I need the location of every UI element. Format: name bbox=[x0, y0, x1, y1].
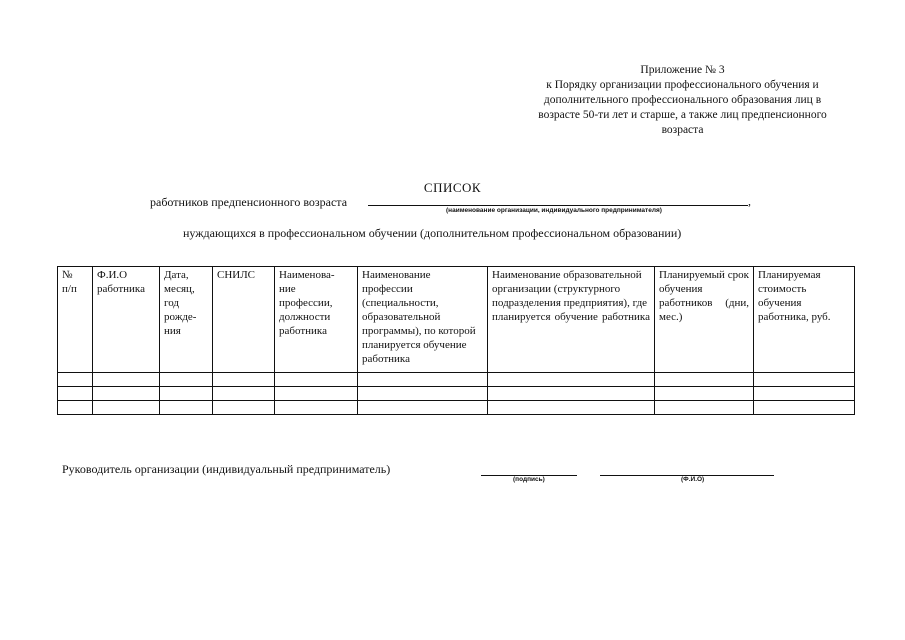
head-of-organization-label: Руководитель организации (индивидуальный предприниматель) bbox=[62, 462, 391, 476]
table-cell[interactable] bbox=[160, 401, 213, 415]
appendix-line: к Порядку организации профессионального обучения и bbox=[546, 79, 819, 91]
full-name-caption: (Ф.И.О) bbox=[681, 476, 705, 483]
signature-caption: (подпись) bbox=[513, 476, 545, 483]
table-cell[interactable] bbox=[93, 387, 160, 401]
table-header-row bbox=[58, 267, 855, 373]
appendix-block bbox=[505, 63, 860, 138]
signature-line[interactable] bbox=[481, 464, 577, 476]
table-cell[interactable] bbox=[93, 401, 160, 415]
table-cell[interactable] bbox=[160, 387, 213, 401]
header-birth-date: Дата, месяц, год рожде- ния bbox=[160, 267, 213, 373]
table-cell[interactable] bbox=[93, 373, 160, 387]
header-snils: СНИЛС bbox=[213, 267, 275, 373]
table-row bbox=[58, 373, 855, 387]
table-cell[interactable] bbox=[488, 387, 655, 401]
header-number: № п/п bbox=[58, 267, 93, 373]
table-cell[interactable] bbox=[754, 401, 855, 415]
table-cell[interactable] bbox=[213, 387, 275, 401]
table-cell[interactable] bbox=[655, 387, 754, 401]
organization-name-line[interactable] bbox=[368, 193, 748, 206]
header-full-name: Ф.И.О работника bbox=[93, 267, 160, 373]
workers-label: работников предпенсионного возраста bbox=[150, 195, 348, 209]
table-cell[interactable] bbox=[358, 387, 488, 401]
header-training-cost: Планируемая стоимость обучения работника, руб. bbox=[754, 267, 855, 373]
table-cell[interactable] bbox=[655, 373, 754, 387]
appendix-line: Приложение № 3 bbox=[640, 64, 725, 76]
table-cell[interactable] bbox=[754, 387, 855, 401]
table-cell[interactable] bbox=[58, 401, 93, 415]
header-profession: Наименова- ние профессии, должности работника bbox=[275, 267, 358, 373]
appendix-line: возрасте 50-ти лет и старше, а также лиц предпенсионного bbox=[538, 109, 827, 121]
workers-table bbox=[57, 266, 855, 415]
table-cell[interactable] bbox=[275, 373, 358, 387]
header-training-program: Наименование профессии (специальности, образовательной программы), по которой планируется обучение работника bbox=[358, 267, 488, 373]
table-cell[interactable] bbox=[754, 373, 855, 387]
table-row bbox=[58, 401, 855, 415]
table-cell[interactable] bbox=[275, 401, 358, 415]
table-cell[interactable] bbox=[275, 387, 358, 401]
needing-training-label: нуждающихся в профессиональном обучении (дополнительном профессиональном образовании) bbox=[183, 226, 682, 240]
comma-mark: , bbox=[748, 194, 751, 208]
table-cell[interactable] bbox=[58, 373, 93, 387]
table-cell[interactable] bbox=[358, 401, 488, 415]
header-training-period: Планируемый срок обучения работников (дни, мес.) bbox=[655, 267, 754, 373]
appendix-line: дополнительного профессионального образования лиц в bbox=[543, 94, 822, 106]
table-cell[interactable] bbox=[655, 401, 754, 415]
full-name-line[interactable] bbox=[600, 464, 774, 476]
header-educational-org: Наименование образовательной организации (структурного подразделения предприятия), где планируется обучение работника bbox=[488, 267, 655, 373]
table-cell[interactable] bbox=[358, 373, 488, 387]
table-row bbox=[58, 387, 855, 401]
table-cell[interactable] bbox=[488, 401, 655, 415]
table-cell[interactable] bbox=[160, 373, 213, 387]
organization-name-caption: (наименование организации, индивидуального предпринимателя) bbox=[446, 207, 662, 214]
table-cell[interactable] bbox=[213, 373, 275, 387]
document-title: СПИСОК bbox=[423, 180, 482, 195]
table-cell[interactable] bbox=[488, 373, 655, 387]
appendix-line: возраста bbox=[661, 124, 704, 136]
table-cell[interactable] bbox=[58, 387, 93, 401]
table-cell[interactable] bbox=[213, 401, 275, 415]
